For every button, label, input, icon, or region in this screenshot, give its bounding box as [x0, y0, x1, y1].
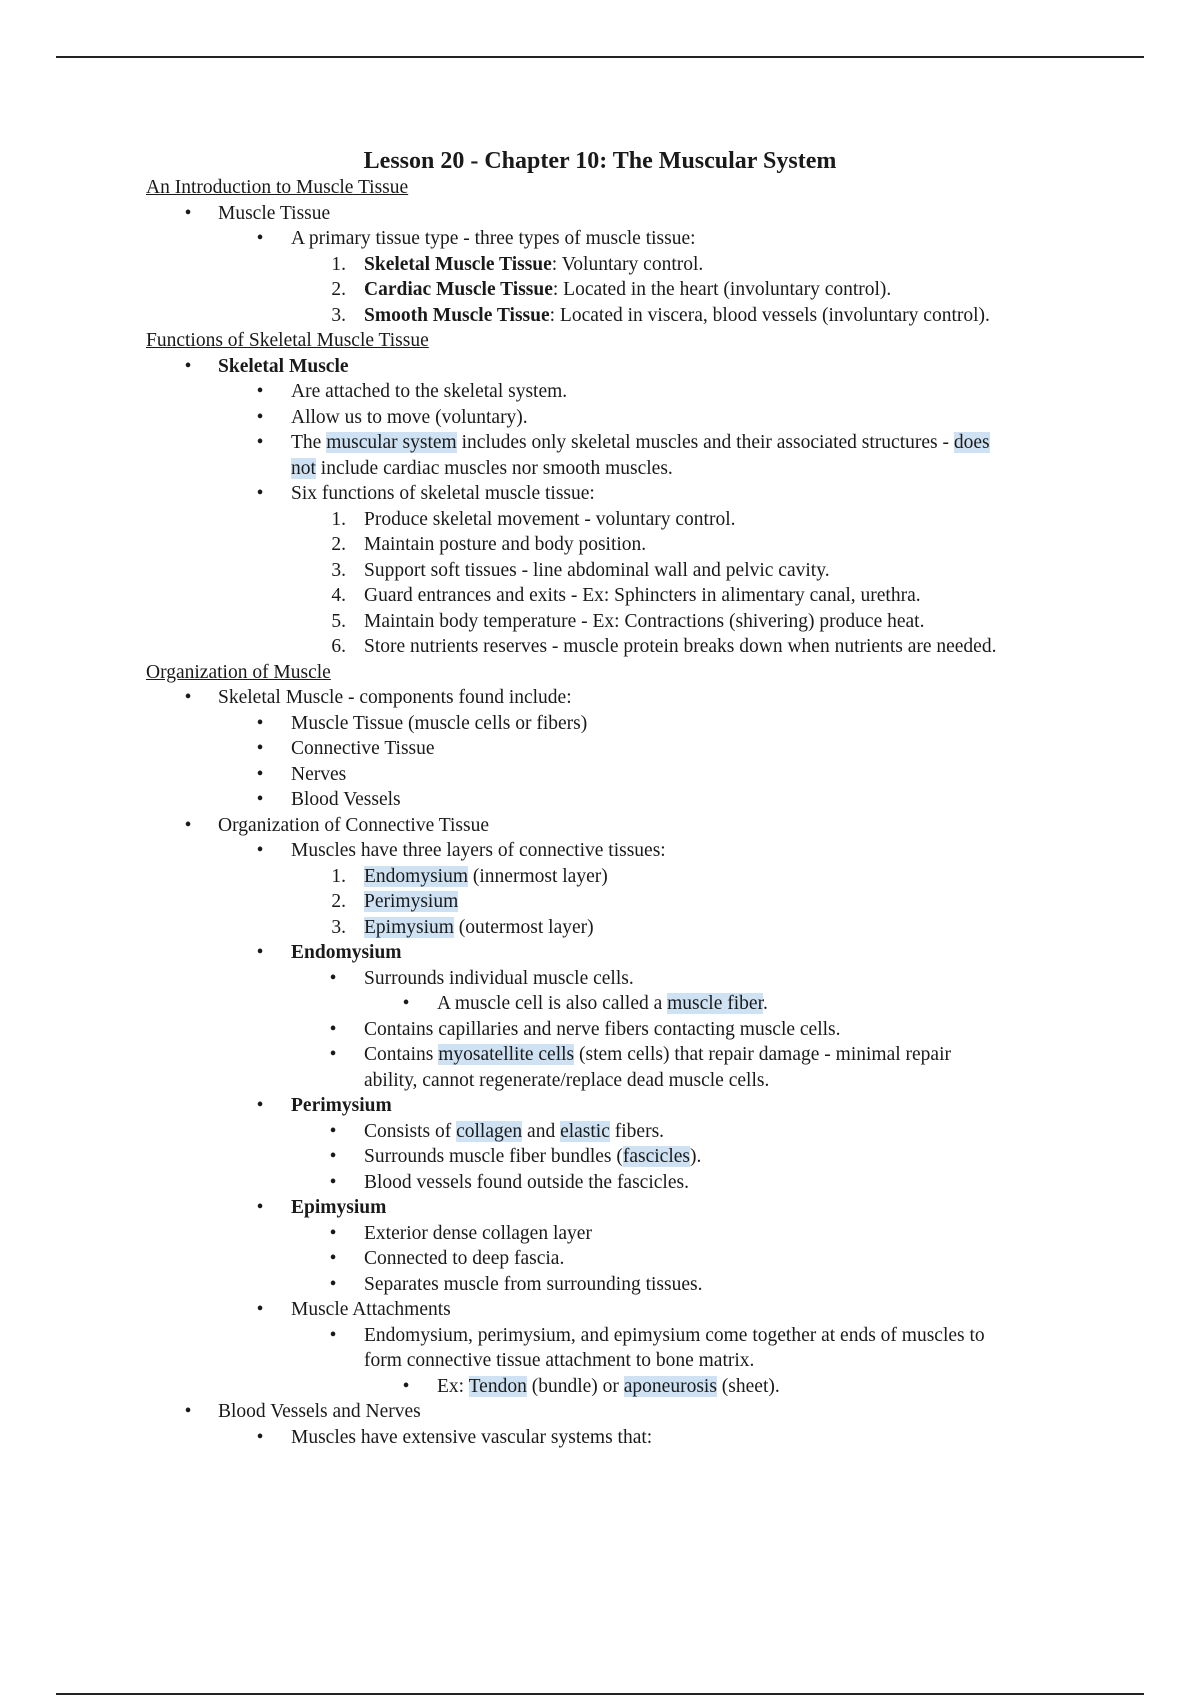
- list-item: • Blood Vessels and Nerves: [184, 1401, 421, 1422]
- list-item: 3. Epimysium (outermost layer): [331, 916, 594, 938]
- section-heading-functions: Functions of Skeletal Muscle Tissue: [146, 330, 429, 351]
- list-item: • Connected to deep fascia.: [329, 1248, 565, 1269]
- list-item: 1. Endomysium (innermost layer): [331, 865, 608, 887]
- highlight: aponeurosis: [623, 1375, 717, 1397]
- list-item: • Six functions of skeletal muscle tissue:: [256, 483, 595, 504]
- highlight: muscle fiber: [667, 993, 763, 1014]
- list-item: • Muscles have extensive vascular systems that:: [256, 1426, 653, 1448]
- list-item: • Separates muscle from surrounding tissues.: [329, 1273, 703, 1295]
- highlight: not: [291, 457, 316, 479]
- highlight: fascicles: [622, 1146, 691, 1167]
- list-item: • Blood Vessels: [256, 789, 401, 810]
- list-item: • A muscle cell is also called a muscle fiber.: [402, 993, 768, 1014]
- list-item: 1. Skeletal Muscle Tissue: Voluntary control.: [331, 253, 704, 275]
- list-item: • Contains myosatellite cells (stem cells) that repair damage - minimal repair: [329, 1044, 951, 1065]
- top-rule: [56, 56, 1144, 58]
- list-item: • Skeletal Muscle - components found include:: [184, 687, 572, 708]
- list-item: 3. Support soft tissues - line abdominal wall and pelvic cavity.: [331, 559, 830, 581]
- list-item: • Surrounds individual muscle cells.: [329, 967, 634, 989]
- list-item: • Exterior dense collagen layer: [329, 1222, 592, 1244]
- list-item: • Consists of collagen and elastic fibers.: [329, 1120, 665, 1142]
- highlight: Perimysium: [364, 891, 459, 912]
- list-item-continuation: ability, cannot regenerate/replace dead muscle cells.: [364, 1069, 770, 1091]
- list-item: • Epimysium: [256, 1197, 387, 1218]
- list-item: • Muscle Attachments: [256, 1299, 451, 1320]
- list-item: • Endomysium: [256, 942, 402, 963]
- list-item: • Allow us to move (voluntary).: [256, 406, 528, 428]
- highlight: Epimysium: [364, 916, 454, 938]
- highlight: myosatellite cells: [438, 1044, 575, 1065]
- list-item: • Ex: Tendon (bundle) or aponeurosis (sheet).: [402, 1375, 780, 1397]
- list-item: • Perimysium: [256, 1095, 392, 1116]
- highlight: does: [953, 432, 990, 453]
- list-item-continuation: form connective tissue attachment to bone matrix.: [364, 1350, 755, 1371]
- list-item: • Connective Tissue: [256, 738, 435, 759]
- highlight: Tendon: [468, 1375, 527, 1397]
- list-item: 1. Produce skeletal movement - voluntary control.: [331, 508, 736, 530]
- list-item: • The muscular system includes only skeletal muscles and their associated structures - does: [256, 432, 990, 453]
- list-item: • Muscles have three layers of connective tissues:: [256, 840, 666, 861]
- document-body: [0, 175, 1200, 1450]
- list-item: 3. Smooth Muscle Tissue: Located in viscera, blood vessels (involuntary control).: [331, 304, 990, 326]
- list-item: • A primary tissue type - three types of muscle tissue:: [256, 228, 696, 249]
- list-item: • Surrounds muscle fiber bundles (fascicles).: [329, 1146, 702, 1167]
- list-item: 2. Perimysium: [331, 891, 459, 912]
- list-item: • Endomysium, perimysium, and epimysium come together at ends of muscles to: [329, 1324, 985, 1346]
- list-item: • Muscle Tissue (muscle cells or fibers): [256, 712, 588, 734]
- highlight: elastic: [560, 1120, 610, 1142]
- highlight: collagen: [456, 1120, 523, 1142]
- list-item: • Muscle Tissue: [184, 202, 331, 224]
- list-item: • Are attached to the skeletal system.: [256, 381, 568, 402]
- list-item: 4. Guard entrances and exits - Ex: Sphincters in alimentary canal, urethra.: [331, 585, 921, 606]
- list-item: 2. Maintain posture and body position.: [331, 534, 647, 555]
- list-item: • Nerves: [256, 763, 347, 785]
- section-heading-organization: Organization of Muscle: [146, 661, 331, 683]
- highlight: muscular system: [326, 432, 457, 453]
- list-item: • Organization of Connective Tissue: [184, 814, 489, 836]
- list-item: • Blood vessels found outside the fascicles.: [329, 1171, 689, 1193]
- list-item: 5. Maintain body temperature - Ex: Contractions (shivering) produce heat.: [331, 610, 925, 632]
- list-item: • Contains capillaries and nerve fibers contacting muscle cells.: [329, 1018, 841, 1040]
- list-item-continuation: not include cardiac muscles nor smooth muscles.: [291, 457, 673, 479]
- list-item: 6. Store nutrients reserves - muscle protein breaks down when nutrients are needed.: [331, 636, 997, 657]
- list-item: • Skeletal Muscle: [184, 355, 349, 377]
- section-heading-intro: An Introduction to Muscle Tissue: [146, 177, 409, 198]
- list-item: 2. Cardiac Muscle Tissue: Located in the heart (involuntary control).: [331, 279, 892, 300]
- page-title: Lesson 20 - Chapter 10: The Muscular System: [363, 148, 837, 174]
- highlight: Endomysium: [364, 865, 469, 887]
- bottom-rule: [56, 1693, 1144, 1695]
